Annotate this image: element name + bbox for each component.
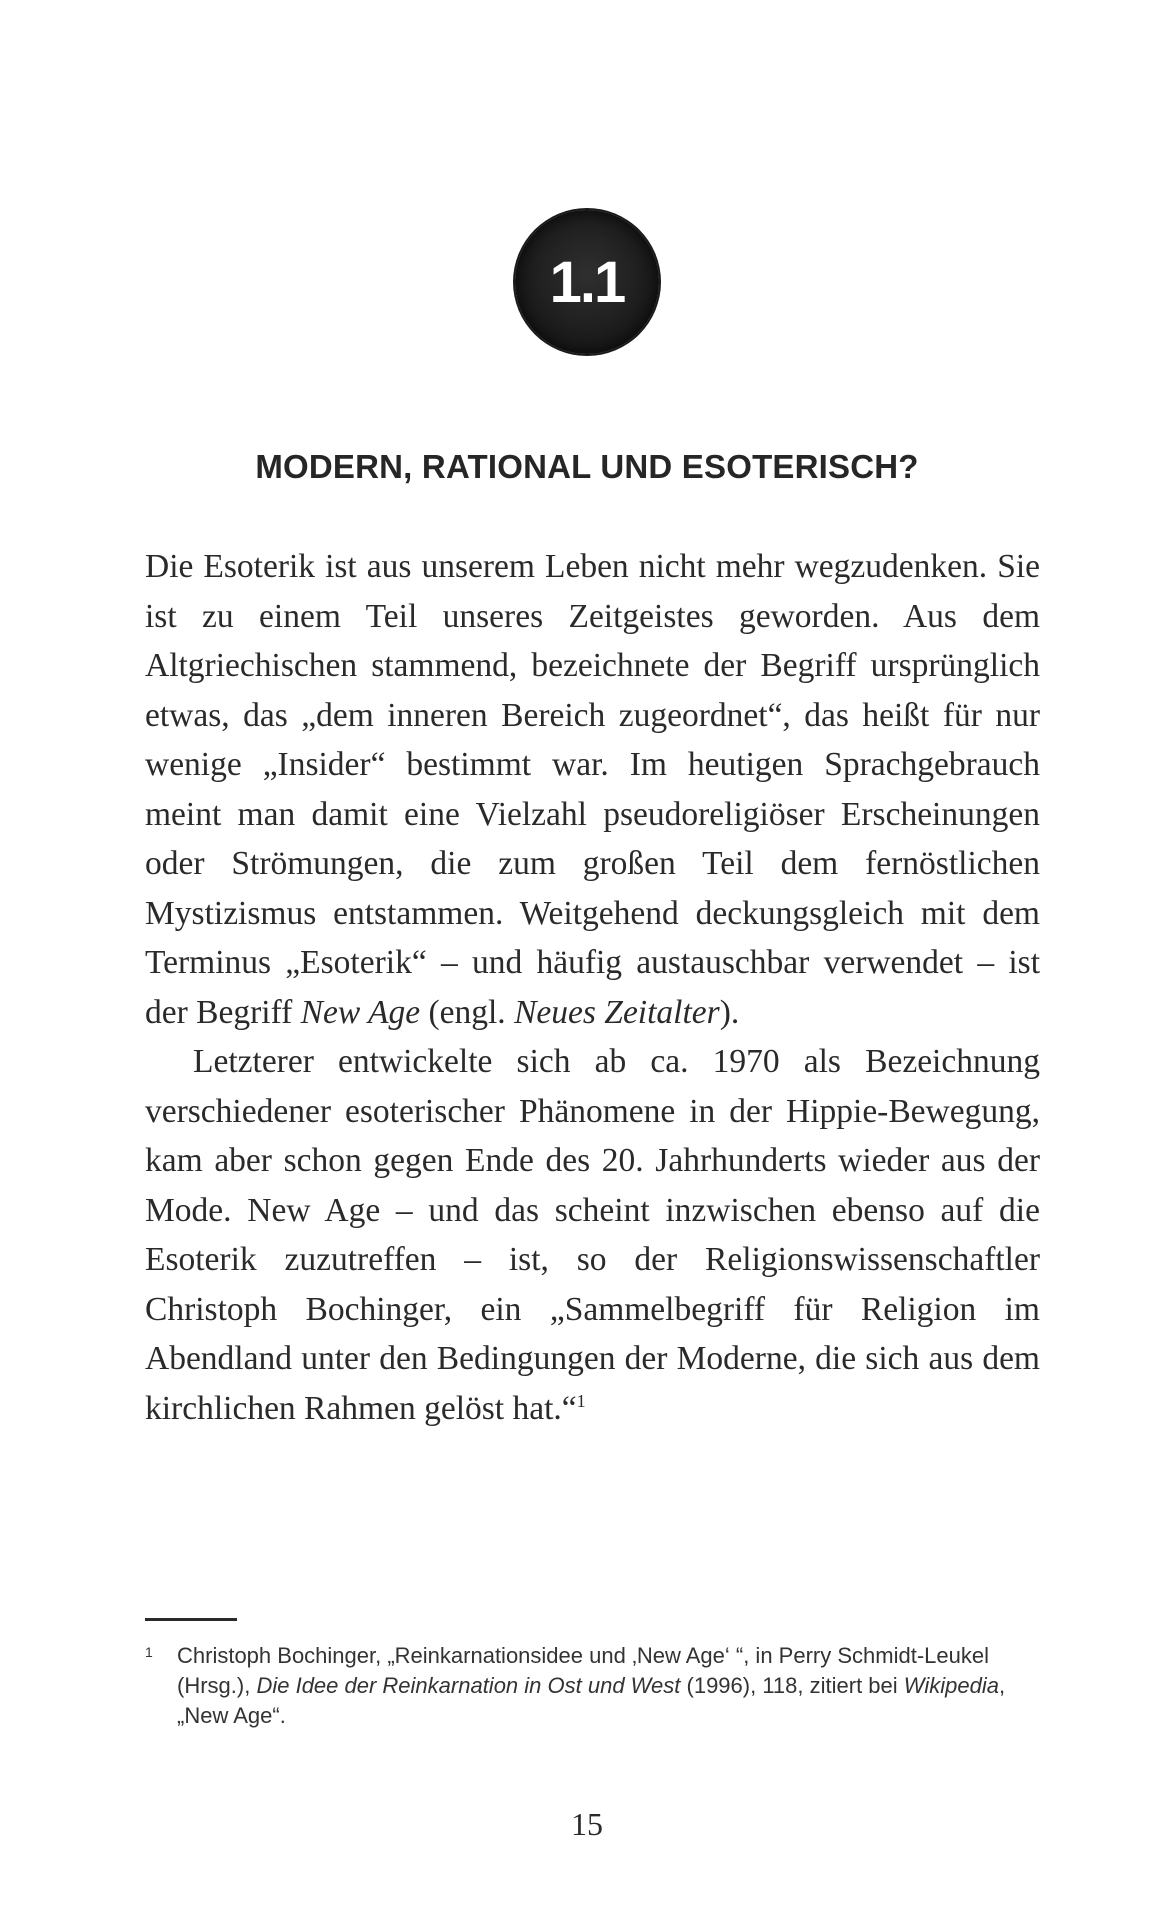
- paragraph-1-italic-b: Neues Zeitalter: [514, 993, 720, 1031]
- paragraph-2: [145, 1037, 1040, 1433]
- footnote-italic-a: Die Idee der Reinkarnation in Ost und West: [256, 1673, 681, 1698]
- footnote-text-b: (1996), 118, zitiert bei: [680, 1673, 904, 1698]
- chapter-title: MODERN, RATIONAL UND ESOTERISCH?: [255, 448, 919, 485]
- footnote: [145, 1641, 1025, 1731]
- body-text: [145, 542, 1040, 1433]
- paragraph-1-text-c: ).: [719, 993, 740, 1031]
- paragraph-1-text-a: Die Esoterik ist aus unserem Leben nicht mehr wegzudenken. Sie ist zu einem Teil unseres Zeitgeistes geworden. Aus dem Altgriechischen stammend, bezeichnete der Begriff ursprünglich etwas, das „dem inneren Bereich zugeordnet“, das heißt für nur wenige „Insider“ bestimmt war. Im heutigen Sprachgebrauch meint man damit eine Vielzahl pseudoreligiöser Erscheinungen oder Strömungen, die zum großen Teil dem fernöstlichen Mystizismus entstammen. Weitgehend deckungsgleich mit dem Terminus „Esoterik“ – und häufig austauschbar verwendet – ist der Begriff: [145, 548, 1040, 1031]
- paragraph-1-italic-a: New Age: [300, 993, 421, 1031]
- page-number: 15: [571, 1806, 603, 1842]
- paragraph-1-text-b: (engl.: [420, 993, 515, 1031]
- footnote-italic-b: Wikipedia: [903, 1673, 999, 1698]
- footnote-text-c: , „New Age“.: [177, 1673, 1006, 1728]
- footnote-marker: 1: [145, 1644, 153, 1660]
- paragraph-1: [145, 542, 1040, 1037]
- footnote-divider: [145, 1618, 237, 1621]
- chapter-number: 1.1: [549, 249, 625, 315]
- paragraph-2-text: Letzterer entwickelte sich ab ca. 1970 als Bezeichnung verschiedener esoterischer Phänomene in der Hippie-Bewegung, kam aber schon gegen Ende des 20. Jahrhunderts wieder aus der Mode. New Age – und das scheint inzwischen ebenso auf die Esoterik zuzutreffen – ist, so der Religionswissenschaftler Christoph Bochinger, ein „Sammelbegriff für Religion im Abendland unter den Bedingungen der Moderne, die sich aus dem kirchlichen Rahmen gelöst hat.“: [145, 1043, 1040, 1427]
- footnote-text-a: Christoph Bochinger, „Reinkarnationsidee und ‚New Age‘ “, in Perry Schmidt-Leukel (Hrsg.),: [177, 1643, 989, 1698]
- footnote-text: [177, 1641, 1025, 1731]
- footnote-reference: 1: [576, 1390, 586, 1411]
- chapter-number-badge: [515, 210, 659, 354]
